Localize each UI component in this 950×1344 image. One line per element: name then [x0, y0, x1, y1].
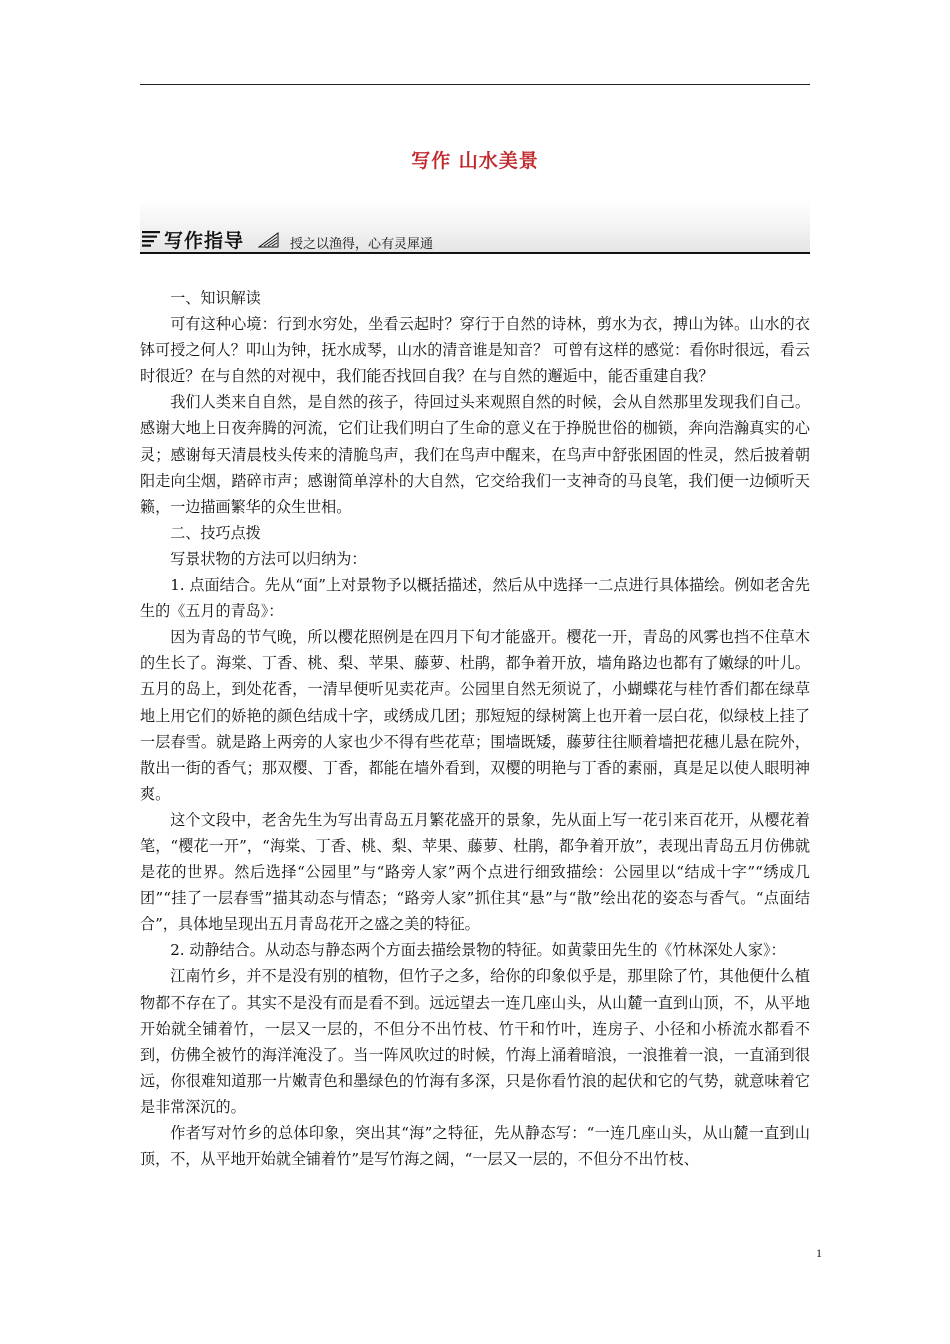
stripes-icon	[142, 231, 162, 247]
paragraph: 1. 点面结合。先从“面”上对景物予以概括描述，然后从中选择一二点进行具体描绘。例如老舍先生的《五月的青岛》：	[140, 576, 810, 621]
banner-heading: 写作指导	[164, 230, 245, 252]
banner-rule	[140, 252, 810, 254]
paragraph: 我们人类来自自然，是自然的孩子，待回过头来观照自然的时候，会从自然那里发现我们自己。感谢大地上日夜奔腾的河流，它们让我们明白了生命的意义在于挣脱世俗的枷锁，奔向浩瀚真实的心灵；感谢每天清晨枝头传来的清脆鸟声，我们在鸟声中醒来，在鸟声中舒张困固的性灵，然后披着朝阳走向尘烟，踏碎市声；感谢简单淳朴的大自然，它交给我们一支神奇的马良笔，我们便一边倾听天籁，一边描画繁华的众生世相。	[140, 393, 810, 516]
paragraph: 写景状物的方法可以归纳为：	[170, 549, 367, 568]
section-heading: 二、技巧点拨	[170, 523, 261, 542]
section-banner	[140, 200, 810, 254]
page-number: 1	[816, 1246, 822, 1260]
top-rule	[140, 84, 810, 85]
paragraph: 2. 动静结合。从动态与静态两个方面去描绘景物的特征。如黄蒙田先生的《竹林深处人家》：	[170, 941, 786, 960]
paragraph: 这个文段中，老舍先生为写出青岛五月繁花盛开的景象，先从面上写一花引来百花开，从樱花着笔，“樱花一开”，“海棠、丁香、桃、梨、苹果、藤萝、杜鹃，都争着开放”，表现出青岛五月仿佛就是花的世界。然后选择“公园里”与“路旁人家”两个点进行细致描绘：公园里以“结成十字”“绣成几团”“挂了一层春雪”描其动态与情态；“路旁人家”抓住其“悬”与“散”绘出花的姿态与香气。“点面结合”，具体地呈现出五月青岛花开之盛之美的特征。	[140, 810, 810, 934]
paragraph: 可有这种心境：行到水穷处，坐看云起时？穿行于自然的诗林，剪水为衣，搏山为钵。山水的衣钵可授之何人？叩山为钟，抚水成琴，山水的清音谁是知音？ 可曾有这样的感觉：看你时很远，看云时很近？在与自然的对视中，我们能否找回自我？在与自然的邂逅中，能否重建自我？	[140, 315, 810, 386]
triangle-hatch-icon	[258, 232, 280, 248]
quote-paragraph: 江南竹乡，并不是没有别的植物，但竹子之多，给你的印象似乎是，那里除了竹，其他便什么植物都不存在了。其实不是没有而是看不到。远远望去一连几座山头，从山麓一直到山顶，不，从平地开始就全铺着竹，一层又一层的，不但分不出竹枝、竹干和竹叶，连房子、小径和小桥流水都看不到，仿佛全被竹的海洋淹没了。当一阵风吹过的时候，竹海上涌着暗浪，一浪推着一浪，一直涌到很远，你很难知道那一片嫩青色和墨绿色的竹海有多深，只是你看竹浪的起伏和它的气势，就意味着它是非常深沉的。	[140, 967, 810, 1116]
banner-subtitle: 授之以渔得，心有灵犀通	[290, 237, 434, 252]
page-title: 写作 山水美景	[411, 150, 539, 172]
paragraph: 作者写对竹乡的总体印象，突出其“海”之特征，先从静态写：“一连几座山头，从山麓一直到山顶，不，从平地开始就全铺着竹”是写竹海之阔，“一层又一层的，不但分不出竹枝、	[140, 1124, 810, 1169]
quote-paragraph: 因为青岛的节气晚，所以樱花照例是在四月下旬才能盛开。樱花一开，青岛的风雾也挡不住草木的生长了。海棠、丁香、桃、梨、苹果、藤萝、杜鹃，都争着开放，墙角路边也都有了嫩绿的叶儿。五月的岛上，到处花香，一清早便听见卖花声。公园里自然无须说了，小蝴蝶花与桂竹香们都在绿草地上用它们的娇艳的颜色结成十字，或绣成几团；那短短的绿树篱上也开着一层白花，似绿枝上挂了一层春雪。就是路上两旁的人家也少不得有些花草；围墙既矮，藤萝往往顺着墙把花穗儿悬在院外，散出一街的香气；那双樱、丁香，都能在墙外看到，双樱的明艳与丁香的素丽，真是足以使人眼明神爽。	[140, 628, 810, 803]
body-text	[140, 285, 810, 1172]
section-heading: 一、知识解读	[170, 289, 261, 307]
